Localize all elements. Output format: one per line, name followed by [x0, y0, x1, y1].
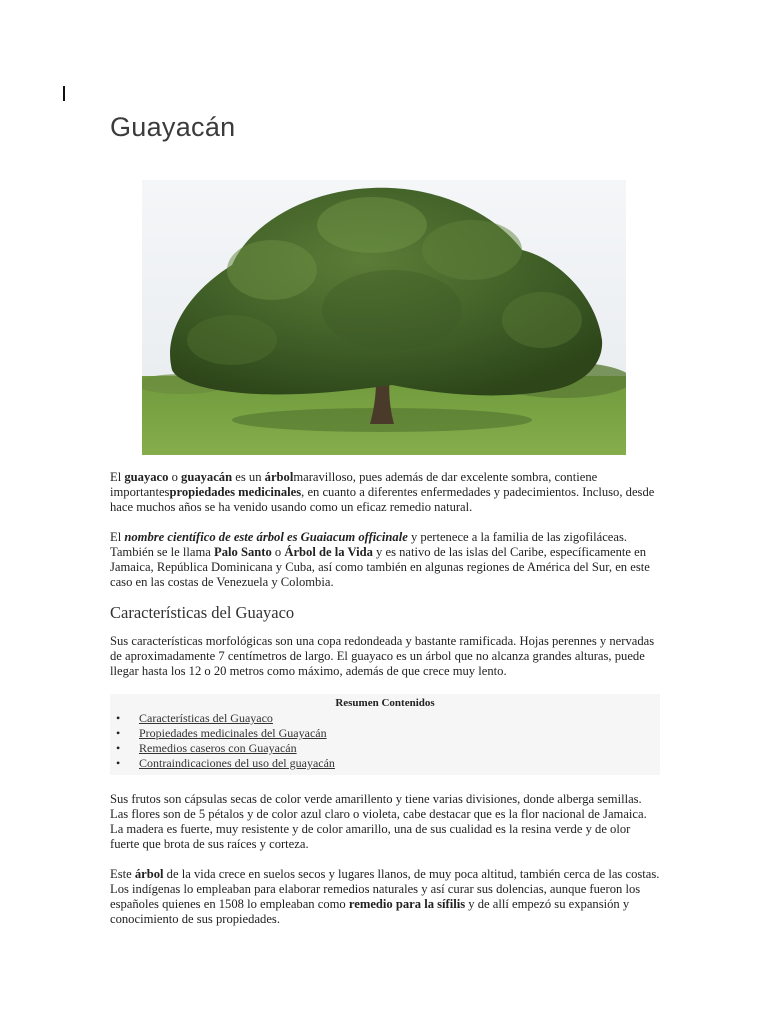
bullet-icon: • [116, 756, 121, 770]
toc-item [110, 756, 660, 771]
habitat-paragraph: Este árbol de la vida crece en suelos secos y lugares llanos, de muy poca altitud, también cerca de las costas. Los indígenas lo empleaban para elaborar remedios naturales y así curar sus dolencias, aunque fueron los españoles quienes en 1508 lo empleaban como remedio para la sífilis y de allí empezó su expansión y conocimiento de sus propiedades. [110, 867, 660, 926]
section-heading: Características del Guayaco [110, 603, 295, 622]
bullet-icon: • [116, 741, 121, 755]
toc-link-caracteristicas[interactable]: Características del Guayaco [139, 711, 273, 725]
table-of-contents [110, 694, 660, 775]
tree-photo [142, 180, 626, 455]
toc-link-propiedades[interactable]: Propiedades medicinales del Guayacán [139, 726, 327, 740]
bullet-icon: • [116, 726, 121, 740]
text-cursor [63, 86, 65, 101]
page-title: Guayacán [110, 112, 236, 142]
toc-item [110, 711, 660, 726]
scientific-name-paragraph: El nombre científico de este árbol es Guaiacum officinale y pertenece a la familia de las zigofiláceas. También se le llama Palo Santo o Árbol de la Vida y es nativo de las islas del Caribe, específicamente en Jamaica, República Dominicana y Cuba, así como también en algunas regiones de América del Sur, en este caso en las costas de Venezuela y Colombia. [110, 530, 650, 589]
article-body [110, 470, 662, 942]
intro-paragraph: El guayaco o guayacán es un árbolmaravilloso, pues además de dar excelente sombra, contiene importantespropiedades medicinales, en cuanto a diferentes enfermedades y padecimientos. Incluso, desde hace muchos años se ha venido usando como un eficaz remedio natural. [110, 470, 655, 514]
toc-link-remedios[interactable]: Remedios caseros con Guayacán [139, 741, 297, 755]
bullet-icon: • [116, 711, 121, 725]
morphology-paragraph: Sus características morfológicas son una copa redondeada y bastante ramificada. Hojas perennes y nervadas de aproximadamente 7 centímetros de largo. El guayaco es un árbol que no alcanza grandes alturas, puede llegar hasta los 12 o 20 metros como máximo, además de que crece muy lento. [110, 634, 655, 678]
toc-item [110, 741, 660, 756]
toc-link-contraindicaciones[interactable]: Contraindicaciones del uso del guayacán [139, 756, 335, 770]
fruits-paragraph: Sus frutos son cápsulas secas de color verde amarillento y tiene varias divisiones, donde alberga semillas. Las flores son de 5 pétalos y de color azul claro o violeta, cabe destacar que es la flor nacional de Jamaica. La madera es fuerte, muy resistente y de color amarillo, una de sus cualidad es la resina verde y de olor fuerte que brota de sus raíces y corteza. [110, 792, 647, 851]
toc-title: Resumen Contenidos [335, 697, 435, 709]
toc-item [110, 726, 660, 741]
